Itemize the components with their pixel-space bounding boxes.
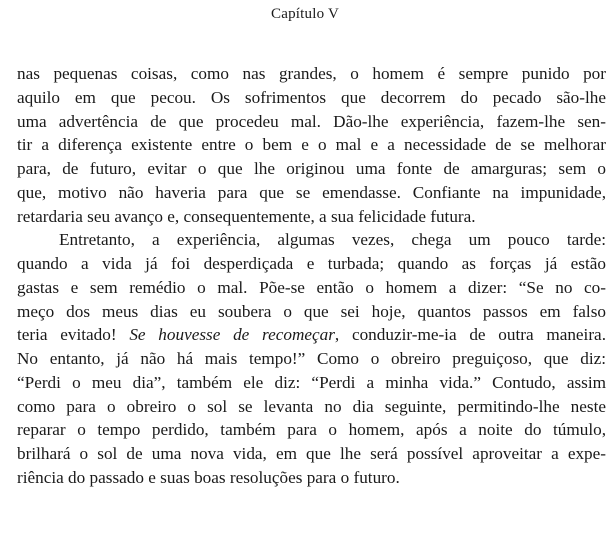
text-line: retardaria seu avanço e, consequentemente, a sua felicidade futura. <box>17 206 476 226</box>
text-line: quando a vida já foi desperdiçada e turbada; quando as forças já estão <box>17 254 606 273</box>
text-segment: teria evitado! <box>17 325 130 345</box>
text-line: aquilo em que pecou. Os sofrimentos que decorrem do pecado são-lhe <box>17 87 606 107</box>
text-line: No entanto, já não há mais tempo!” Como o obreiro preguiçoso, que diz: <box>17 349 606 368</box>
text-line: tir a diferença existente entre o bem e o mal e a necessidade de se melhorar <box>17 135 606 155</box>
text-line: uma advertência de que procedeu mal. Dão-lhe experiência, fazem-lhe sen- <box>17 111 606 131</box>
text-body <box>17 62 606 490</box>
text-line: riência do passado e suas boas resoluções para o futuro. <box>17 467 400 487</box>
text-line-mixed <box>17 323 606 347</box>
text-line: reparar o tempo perdido, também para o homem, após a noite do túmulo, <box>17 420 606 440</box>
text-line: nas pequenas coisas, como nas grandes, o homem é sempre punido por <box>17 64 606 83</box>
text-line: Entretanto, a experiência, algumas vezes, chega um pouco tarde: <box>59 230 606 250</box>
text-line: como para o obreiro o sol se levanta no dia seguinte, permitindo-lhe neste <box>17 396 606 416</box>
text-line: “Perdi o meu dia”, também ele diz: “Perdi a minha vida.” Contudo, assim <box>17 372 606 392</box>
text-line: que, motivo não haveria para que se emendasse. Confiante na impunidade, <box>17 182 606 202</box>
text-segment: , conduzir-me-ia de outra maneira. <box>334 325 606 345</box>
text-line: brilhará o sol de uma nova vida, em que lhe será possível aproveitar a expe- <box>17 444 606 463</box>
text-line: gastas e sem remédio o mal. Põe-se então o homem a dizer: “Se no co- <box>17 277 606 297</box>
chapter-header: Capítulo V <box>271 6 339 22</box>
italic-quote: Se houvesse de recomeçar <box>129 325 335 345</box>
text-line: para, de futuro, evitar o que lhe originou uma fonte de amarguras; sem o <box>17 159 606 178</box>
text-line: meço dos meus dias eu soubera o que sei hoje, quantos passos em falso <box>17 301 606 321</box>
